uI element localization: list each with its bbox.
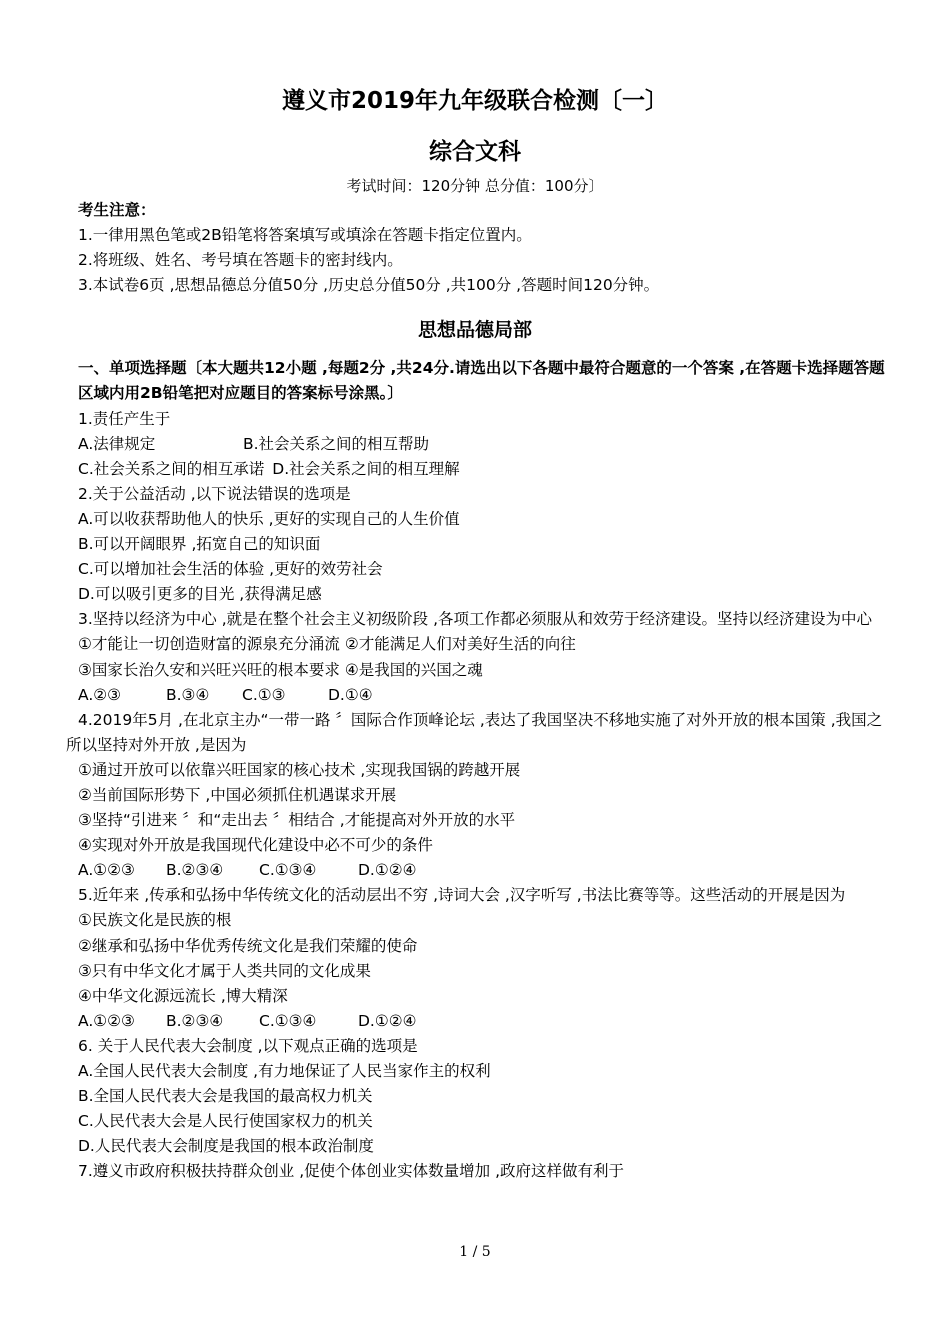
option-d: D.①②④ — [358, 1011, 417, 1030]
option-c: C.人民代表大会是人民行使国家权力的机关 — [78, 1112, 373, 1131]
statement-line: ②当前国际形势下 ,中国必须抓住机遇谋求开展 — [78, 785, 397, 804]
option-d: D.人民代表大会制度是我国的根本政治制度 — [78, 1137, 374, 1156]
question-stem: 2.关于公益活动 ,以下说法错误的选项是 — [78, 484, 351, 503]
option-d: D.可以吸引更多的目光 ,获得满足感 — [78, 585, 322, 604]
option-row — [66, 858, 886, 883]
option-b: B.③④ — [166, 685, 210, 704]
statement-line: ③坚持“引进来 〞和“走出去 〞相结合 ,才能提高对外开放的水平 — [78, 811, 516, 830]
statement-line: ①民族文化是民族的根 — [78, 911, 232, 930]
question-stem: 7.遵义市政府积极扶持群众创业 ,促使个体创业实体数量增加 ,政府这样做有利于 — [78, 1162, 624, 1181]
section-title: 思想品德局部 — [417, 319, 532, 342]
notice-item: 1.一律用黑色笔或2B铅笔将答案填写或填涂在答题卡指定位置内。 — [78, 226, 532, 245]
option-c: C.可以增加社会生活的体验 ,更好的效劳社会 — [78, 560, 383, 579]
statement-line: ②继承和弘扬中华优秀传统文化是我们荣耀的使命 — [78, 936, 418, 955]
option-d: D.①②④ — [358, 861, 417, 880]
option-c: C.①③④ — [259, 861, 317, 880]
option-a: A.①②③ — [78, 861, 135, 880]
notice-item: 2.将班级、姓名、考号填在答题卡的密封线内。 — [78, 251, 403, 270]
question-stem: 5.近年来 ,传承和弘扬中华传统文化的活动层出不穷 ,诗词大会 ,汉字听写 ,书法比赛等等。这些活动的开展是因为 — [78, 886, 846, 905]
statement-line: ④中华文化源远流长 ,博大精深 — [78, 986, 288, 1005]
option-row — [66, 432, 886, 457]
option-row — [66, 1009, 886, 1034]
notice-heading: 考生注意： — [78, 201, 156, 219]
page-number: 1 / 5 — [459, 1244, 491, 1260]
part1-instruction: 一、单项选择题〔本大题共12小题 ,每题2分 ,共24分.请选出以下各题中最符合题意的一个答案 ,在答题卡选择题答题区域内用2B铅笔把对应题目的答案标号涂黑。〕 — [78, 359, 885, 403]
option-c: C.①③ — [242, 685, 286, 704]
statement-line: ①才能让一切创造财富的源泉充分涌流 ②才能满足人们对美好生活的向往 — [78, 635, 576, 654]
statement-line: ①通过开放可以依靠兴旺国家的核心技术 ,实现我国锅的跨越开展 — [78, 760, 521, 779]
question-stem: 3.坚持以经济为中心 ,就是在整个社会主义初级阶段 ,各项工作都必须服从和效劳于经济建设。坚持以经济建设为中心 — [78, 610, 873, 629]
option-b: B.全国人民代表大会是我国的最高权力机关 — [78, 1087, 373, 1106]
option-a: A.法律规定 — [78, 434, 156, 453]
option-row — [66, 457, 886, 482]
option-c: C.社会关系之间的相互承诺 — [78, 459, 265, 478]
subject-title: 综合文科 — [429, 139, 521, 165]
exam-title: 遵义市2019年九年级联合检测〔一〕 — [281, 88, 668, 114]
question-stem: 6. 关于人民代表大会制度 ,以下观点正确的选项是 — [78, 1036, 418, 1055]
option-a: A.①②③ — [78, 1011, 135, 1030]
option-a: A.②③ — [78, 685, 122, 704]
statement-line: ③国家长治久安和兴旺兴旺的根本要求 ④是我国的兴国之魂 — [78, 660, 483, 679]
option-row — [66, 683, 886, 708]
option-a: A.全国人民代表大会制度 ,有力地保证了人民当家作主的权利 — [78, 1062, 491, 1080]
option-d: D.①④ — [328, 685, 373, 704]
exam-body — [66, 198, 886, 1184]
option-a: A.可以收获帮助他人的快乐 ,更好的实现自己的人生价值 — [78, 509, 460, 528]
option-b: B.②③④ — [166, 1011, 224, 1030]
option-b: B.②③④ — [166, 861, 224, 880]
option-d: D.社会关系之间的相互理解 — [272, 459, 460, 478]
option-b: B.可以开阔眼界 ,拓宽自己的知识面 — [78, 535, 321, 554]
statement-line: ③只有中华文化才属于人类共同的文化成果 — [78, 961, 371, 980]
option-b: B.社会关系之间的相互帮助 — [243, 434, 430, 453]
notice-item: 3.本试卷6页 ,思想品德总分值50分 ,历史总分值50分 ,共100分 ,答题时间120分钟。 — [78, 276, 660, 295]
question-stem: 1.责任产生于 — [78, 409, 171, 428]
exam-info: 考试时间：120分钟 总分值：100分〕 — [346, 177, 604, 195]
question-stem: 4.2019年5月 ,在北京主办“一带一路 〞国际合作顶峰论坛 ,表达了我国坚决不移地实施了对外开放的根本国策 ,我国之所以坚持对外开放 ,是因为 — [66, 710, 883, 754]
option-c: C.①③④ — [259, 1011, 317, 1030]
statement-line: ④实现对外开放是我国现代化建设中必不可少的条件 — [78, 836, 433, 855]
